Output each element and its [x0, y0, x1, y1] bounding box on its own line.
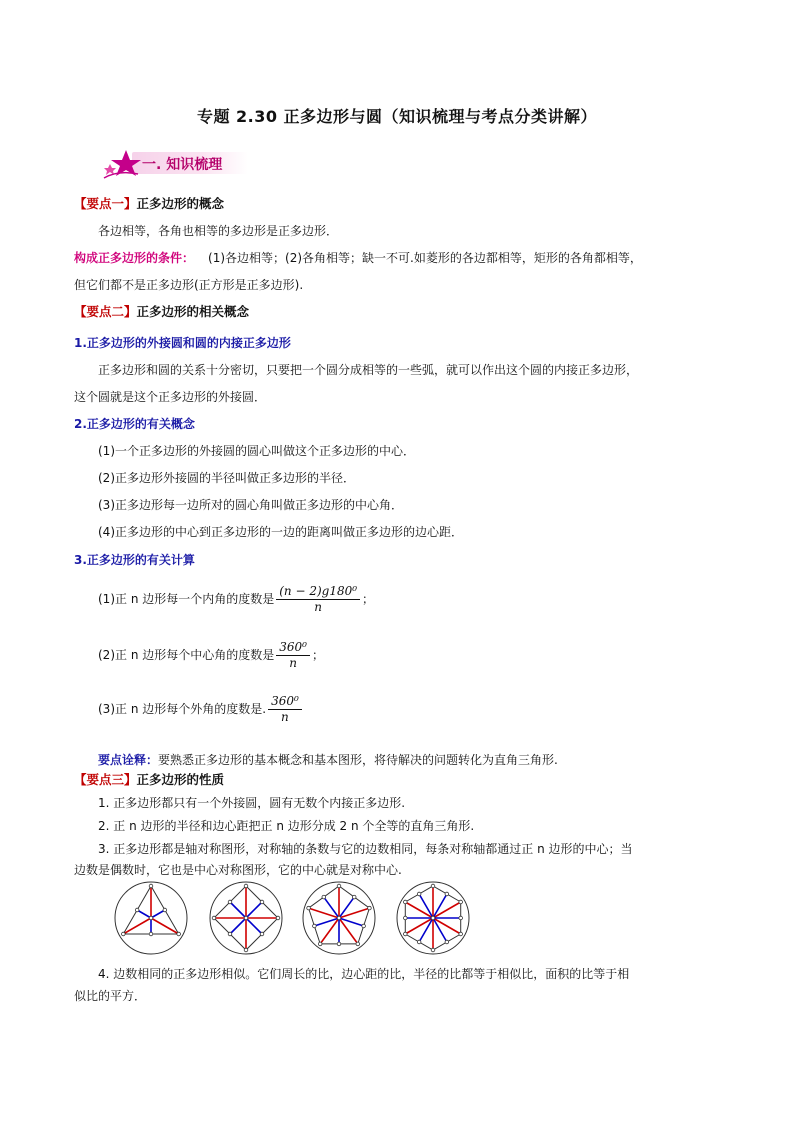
vertex-dot: [403, 900, 407, 904]
vertex-dot: [337, 884, 341, 888]
formula-punct: ；: [362, 592, 375, 606]
midpoint-dot: [228, 932, 232, 936]
subheading: 3.正多边形的有关计算: [74, 553, 195, 567]
subheading: 2.正多边形的有关概念: [74, 417, 195, 431]
fraction-numerator: 360⁰: [268, 694, 302, 710]
vertex-dot: [276, 916, 280, 920]
formula-fraction: [276, 640, 310, 671]
key-point-1-bracket: 【要点一】: [74, 196, 137, 211]
list-item: (2)正多边形外接圆的半径叫做正多边形的半径．: [98, 471, 355, 485]
midpoint-dot: [228, 900, 232, 904]
formula-line: [98, 640, 324, 671]
vertex-dot: [431, 884, 435, 888]
fraction-denominator: n: [281, 710, 289, 724]
vertex-dot: [244, 948, 248, 952]
midpoint-dot: [260, 932, 264, 936]
key-point-2-heading: [74, 304, 249, 320]
midpoint-dot: [260, 900, 264, 904]
list-item: (4)正多边形的中心到正多边形的一边的距离叫做正多边形的边心距．: [98, 525, 464, 539]
condition-line: [74, 250, 642, 266]
key-point-2-bracket: 【要点二】: [74, 304, 137, 319]
property-line: 1. 正多边形都只有一个外接圆，圆有无数个内接正多边形.: [98, 796, 406, 810]
paragraph: 这个圆就是这个正多边形的外接圆．: [74, 390, 267, 404]
apothem-line: [137, 910, 151, 918]
formula-text: (3)正 n 边形每个外角的度数是.: [98, 702, 267, 716]
vertex-dot: [318, 942, 322, 946]
vertex-dot: [121, 932, 125, 936]
page-title: 专题 2.30 正多边形与圆（知识梳理与考点分类讲解）: [196, 107, 598, 126]
condition-text: (1)各边相等；(2)各角相等；缺一不可.如菱形的各边都相等，矩形的各角都相等，: [208, 251, 642, 265]
vertex-dot: [368, 906, 372, 910]
formula-fraction: [276, 584, 360, 615]
list-item: (1)一个正多边形的外接圆的圆心叫做这个正多边形的中心．: [98, 444, 416, 458]
property-line: 4. 边数相同的正多边形相似。它们周长的比，边心距的比，半径的比都等于相似比，面积的比等于相: [98, 967, 630, 981]
midpoint-dot: [445, 892, 449, 896]
formula-line: [98, 584, 374, 615]
vertex-dot: [356, 942, 360, 946]
key-point-1-heading: [74, 196, 224, 212]
apothem-line: [230, 918, 246, 934]
midpoint-dot: [445, 940, 449, 944]
property-line: 边数是偶数时，它也是中心对称图形，它的中心就是对称中心.: [74, 863, 402, 877]
property-line: 似比的平方．: [74, 989, 147, 1003]
apothem-line: [246, 902, 262, 918]
list-item: (3)正多边形每一边所对的圆心角叫做正多边形的中心角．: [98, 498, 404, 512]
inscribed-hexagon-figure: [394, 880, 472, 956]
apothem-line: [246, 918, 262, 934]
midpoint-dot: [362, 924, 366, 928]
key-point-3-title: 正多边形的性质: [136, 772, 225, 787]
midpoint-dot: [322, 895, 326, 899]
key-point-2-title: 正多边形的相关概念: [136, 304, 250, 319]
vertex-dot: [244, 884, 248, 888]
fraction-numerator: 360⁰: [276, 640, 310, 656]
vertex-dot: [177, 932, 181, 936]
polygon-figures: [112, 880, 472, 956]
note-text: 要熟悉正多边形的基本概念和基本图形，将待解决的问题转化为直角三角形.: [158, 753, 558, 767]
inscribed-triangle-figure: [112, 880, 190, 956]
fraction-denominator: n: [314, 600, 322, 614]
apothem-line: [230, 902, 246, 918]
paragraph: 各边相等，各角也相等的多边形是正多边形．: [98, 224, 339, 238]
vertex-dot: [307, 906, 311, 910]
key-point-1-title: 正多边形的概念: [136, 196, 225, 211]
formula-fraction: [268, 694, 302, 725]
center-dot: [431, 916, 435, 920]
note-line: [98, 752, 558, 768]
paragraph: 正多边形和圆的关系十分密切，只要把一个圆分成相等的一些弧，就可以作出这个圆的内接正多边形，: [98, 363, 639, 377]
center-dot: [244, 916, 248, 920]
vertex-dot: [459, 900, 463, 904]
key-point-3-heading: [74, 772, 224, 788]
note-label: 要点诠释：: [98, 753, 159, 767]
center-dot: [337, 916, 341, 920]
inscribed-square-figure: [207, 880, 285, 956]
condition-label: 构成正多边形的条件：: [74, 251, 195, 265]
midpoint-dot: [352, 895, 356, 899]
midpoint-dot: [337, 942, 341, 946]
key-point-3-bracket: 【要点三】: [74, 772, 137, 787]
formula-punct: ；: [311, 648, 324, 662]
midpoint-dot: [417, 940, 421, 944]
inscribed-pentagon-figure: [300, 880, 378, 956]
formula-text: (2)正 n 边形每个中心角的度数是: [98, 648, 275, 662]
fraction-denominator: n: [289, 656, 297, 670]
midpoint-dot: [163, 908, 167, 912]
vertex-dot: [212, 916, 216, 920]
property-line: 2. 正 n 边形的半径和边心距把正 n 边形分成 2 n 个全等的直角三角形.: [98, 819, 475, 833]
subheading: 1.正多边形的外接圆和圆的内接正多边形: [74, 336, 291, 350]
formula-text: (1)正 n 边形每一个内角的度数是: [98, 592, 275, 606]
vertex-dot: [459, 932, 463, 936]
vertex-dot: [431, 948, 435, 952]
fraction-numerator: (n − 2)g180⁰: [276, 584, 360, 600]
midpoint-dot: [403, 916, 407, 920]
formula-line: [98, 694, 304, 725]
apothem-line: [151, 910, 165, 918]
vertex-dot: [403, 932, 407, 936]
vertex-dot: [149, 884, 153, 888]
property-line: 3. 正多边形都是轴对称图形，对称轴的条数与它的边数相同，每条对称轴都通过正 n 边形的中心；当: [98, 842, 633, 856]
section-label: 一. 知识梳理: [142, 157, 223, 173]
section-banner: [98, 148, 258, 182]
midpoint-dot: [149, 932, 153, 936]
center-dot: [149, 916, 153, 920]
paragraph: 但它们都不是正多边形(正方形是正多边形).: [74, 278, 304, 292]
midpoint-dot: [135, 908, 139, 912]
midpoint-dot: [313, 924, 317, 928]
midpoint-dot: [459, 916, 463, 920]
midpoint-dot: [417, 892, 421, 896]
